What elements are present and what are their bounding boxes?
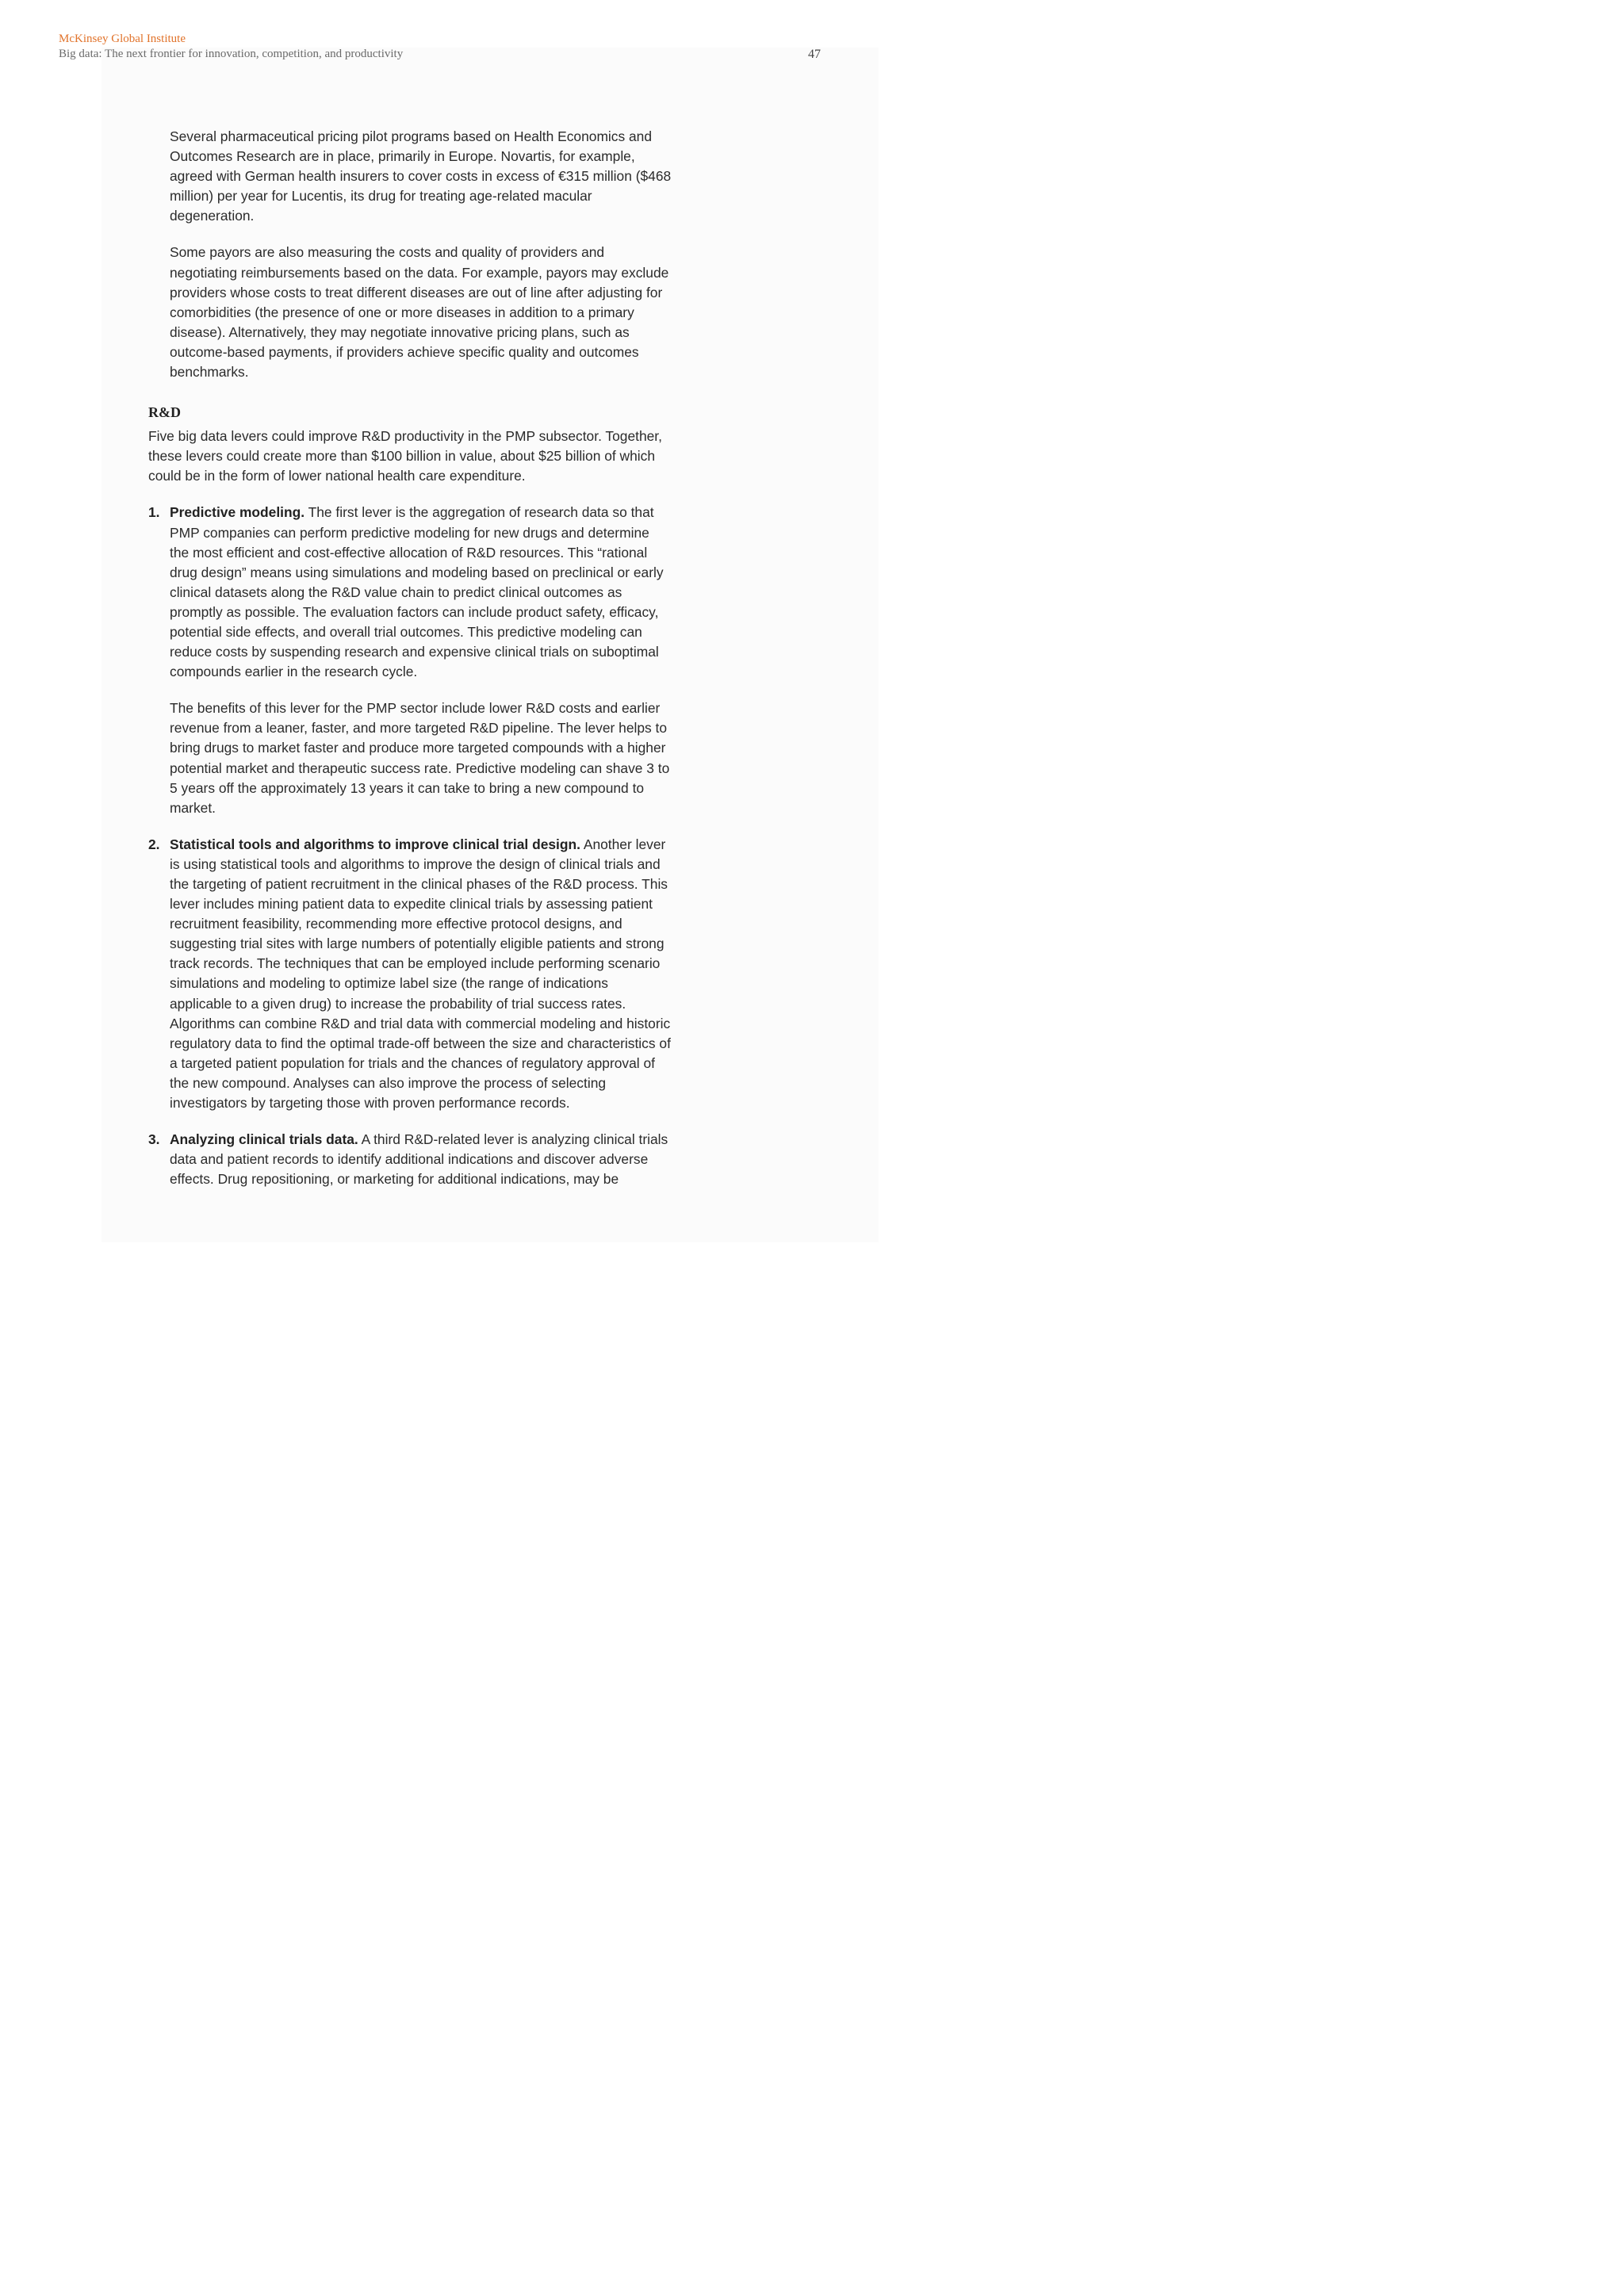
list-item-lead: Analyzing clinical trials data. [170, 1131, 358, 1148]
list-number: 2. [148, 836, 160, 852]
list-item-text: A third R&D-related lever is analyzing clinical trials data and patient records to identify additional indications and discover adverse effects. Drug repositioning, or marketing for additional indications, may be [170, 1131, 668, 1188]
intro-paragraph-1: Several pharmaceutical pricing pilot programs based on Health Economics and Outcomes Research are in place, primarily in Europe. Novartis, for example, agreed with German health insurers to cover costs in excess of €315 million ($468 million) per year for Lucentis, its drug for treating age-related macular degeneration. [170, 128, 672, 224]
list-item-text: The first lever is the aggregation of research data so that PMP companies can perform predictive modeling for new drugs and determine the most efficient and cost-effective allocation of R&D resources. This “rational drug design” means using simulations and modeling based on preclinical or early clinical datasets along the R&D value chain to predict clinical outcomes as promptly as possible. The evaluation factors can include product safety, efficacy, potential side effects, and overall trial outcomes. This predictive modeling can reduce costs by suspending research and expensive clinical trials on suboptimal compounds earlier in the research cycle. [170, 504, 664, 680]
list-item [148, 835, 672, 1113]
list-item-text: Another lever is using statistical tools and algorithms to improve the design of clinical trials and the targeting of patient recruitment in the clinical phases of the R&D process. This lever includes mining patient data to expedite clinical trials by assessing patient recruitment feasibility, recommending more effective protocol designs, and suggesting trial sites with large numbers of potentially eligible patients and strong track records. The techniques that can be employed include performing scenario simulations and modeling to optimize label size (the range of indications applicable to a given drug) to increase the probability of trial success rates. Algorithms can combine R&D and trial data with commercial modeling and historic regulatory data to find the optimal trade-off between the size and characteristics of a targeted patient population for trials and the chances of regulatory approval of the new compound. Analyses can also improve the process of selecting investigators by targeting those with proven performance records. [170, 836, 671, 1112]
list-item-followup: The benefits of this lever for the PMP sector include lower R&D costs and earlier revenue from a leaner, faster, and more targeted R&D pipeline. The lever helps to bring drugs to market faster and produce more targeted compounds with a higher potential market and therapeutic success rate. Predictive modeling can shave 3 to 5 years off the approximately 13 years it can take to bring a new compound to market. [170, 700, 670, 816]
list-number: 3. [148, 1131, 160, 1148]
section-intro: Five big data levers could improve R&D productivity in the PMP subsector. Together, these levers could create more than $100 billion in value, about $25 billion of which could be in the form of lower national health care expenditure. [148, 428, 662, 484]
page-number: 47 [808, 48, 821, 61]
list-item-lead: Statistical tools and algorithms to improve clinical trial design. [170, 836, 580, 852]
list-item [148, 1130, 672, 1189]
report-title: Big data: The next frontier for innovation, competition, and productivity [59, 48, 404, 60]
intro-paragraph-2: Some payors are also measuring the costs and quality of providers and negotiating reimbursements based on the data. For example, payors may exclude providers whose costs to treat different diseases are out of line after adjusting for comorbidities (the presence of one or more diseases in addition to a primary disease). Alternatively, they may negotiate innovative pricing plans, such as outcome-based payments, if providers achieve specific quality and outcomes benchmarks. [170, 244, 669, 381]
section-heading-rd: R&D [148, 404, 181, 421]
body-text [148, 127, 672, 1189]
list-number: 1. [148, 504, 160, 521]
list-item [148, 503, 672, 682]
list-item-lead: Predictive modeling. [170, 504, 305, 521]
publisher-name: McKinsey Global Institute [59, 33, 186, 45]
running-header [59, 32, 403, 62]
